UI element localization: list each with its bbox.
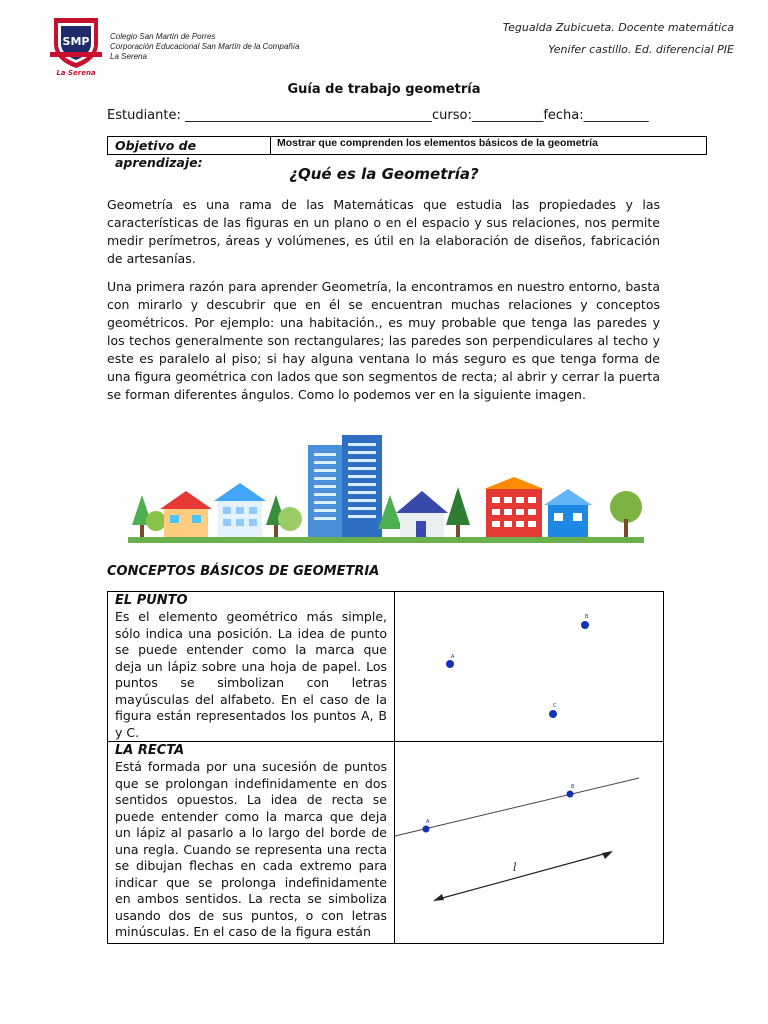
point-text: Es el elemento geométrico más simple, sólo indica una posición. La idea de punto se puede entender como la marca que deja un lápiz sobre una hoja de papel. Los puntos se simbolizan con letras mayúsculas del alfabeto. En el caso de la figura están representados los puntos A, B y C.	[115, 609, 387, 740]
point-b	[581, 621, 589, 629]
logo-city: La Serena	[56, 69, 96, 77]
city-illustration	[128, 425, 644, 545]
point-title: EL PUNTO	[115, 593, 188, 608]
point-c-label: C	[553, 703, 557, 709]
intro-paragraph-2: Una primera razón para aprender Geometría, la encontramos en nuestro entorno, basta con mirarlo y descubrir que en él se encuentran muchas relaciones y conceptos geométricos. Por ejemplo: una habitación., es muy probable que tenga las paredes y los techos generalmente son rectangulares; las paredes son perpendiculares al techo y este es paralelo al piso; si hay alguna ventana lo más seguro es que tenga forma de una figura geométrica con lados que son segmentos de recta; al abrir y cerrar la puerta se forman diferentes ángulos. Como lo podemos ver en la siguiente imagen.	[107, 279, 660, 402]
objective-text: Mostrar que comprenden los elementos básicos de la geometría	[277, 137, 598, 149]
objective-box	[107, 136, 707, 170]
line-title: LA RECTA	[115, 743, 185, 758]
teacher-1: Tegualda Zubicueta. Docente matemática	[502, 21, 734, 34]
section-question: ¿Qué es la Geometría?	[289, 165, 479, 183]
school-logo	[48, 14, 104, 76]
line-figure	[395, 742, 663, 939]
line-figure-cell	[395, 742, 664, 944]
point-a-label: A	[451, 654, 455, 660]
school-name: Colegio San Martín de Porres	[110, 32, 216, 41]
line-l-label: l	[513, 861, 517, 874]
school-city: La Serena	[110, 52, 147, 61]
point-c	[549, 710, 557, 718]
teachers	[503, 17, 734, 61]
corporation-name: Corporación Educacional San Martín de la Compañía	[110, 42, 300, 51]
line-cell	[108, 742, 395, 944]
line-l	[435, 852, 611, 900]
line-point-b	[567, 791, 574, 798]
line-text: Está formada por una sucesión de puntos que se prolongan indefinidamente en dos sentidos opuestos. La idea de recta se puede entender como la marca que deja un lápiz al pasarlo a lo largo del borde de una regla. Cuando se representa una recta se dibujan flechas en cada extremo para indicar que se prolonga indefinidamente en ambos sentidos. La recta se simboliza usando dos de sus puntos, o con letras minúsculas. En el caso de la figura están	[115, 759, 387, 939]
point-a	[446, 660, 454, 668]
point-b-label: B	[585, 614, 589, 620]
line-point-a	[423, 826, 430, 833]
point-cell	[108, 592, 395, 742]
student-line[interactable]: Estudiante: ______________________________________curso:___________fecha:__________	[107, 108, 649, 123]
guide-title: Guía de trabajo geometría	[287, 82, 481, 97]
arrow-right-icon	[602, 851, 613, 859]
line-point-b-label: B	[571, 784, 575, 790]
point-figure-cell	[395, 592, 664, 742]
teacher-2: Yenifer castillo. Ed. diferencial PIE	[548, 43, 734, 56]
school-info	[110, 32, 299, 62]
point-row	[108, 592, 664, 742]
arrow-left-icon	[433, 894, 444, 901]
concepts-heading: CONCEPTOS BÁSICOS DE GEOMETRIA	[107, 564, 380, 579]
objective-label: Objetivo de aprendizaje:	[108, 137, 271, 154]
points-figure	[395, 592, 663, 733]
line-point-a-label: A	[426, 819, 430, 825]
line-row	[108, 742, 664, 944]
line-ab	[395, 778, 639, 836]
concepts-table	[107, 591, 664, 944]
intro-paragraph-1: Geometría es una rama de las Matemáticas que estudia las propiedades y las características de las figuras en un plano o en el espacio y sus relaciones, nos permite medir perímetros, áreas y volúmenes, es útil en la elaboración de diseños, fabricación de artesanías.	[107, 197, 660, 266]
logo-text: SMP	[62, 35, 90, 48]
line-text-wrap	[115, 743, 387, 939]
